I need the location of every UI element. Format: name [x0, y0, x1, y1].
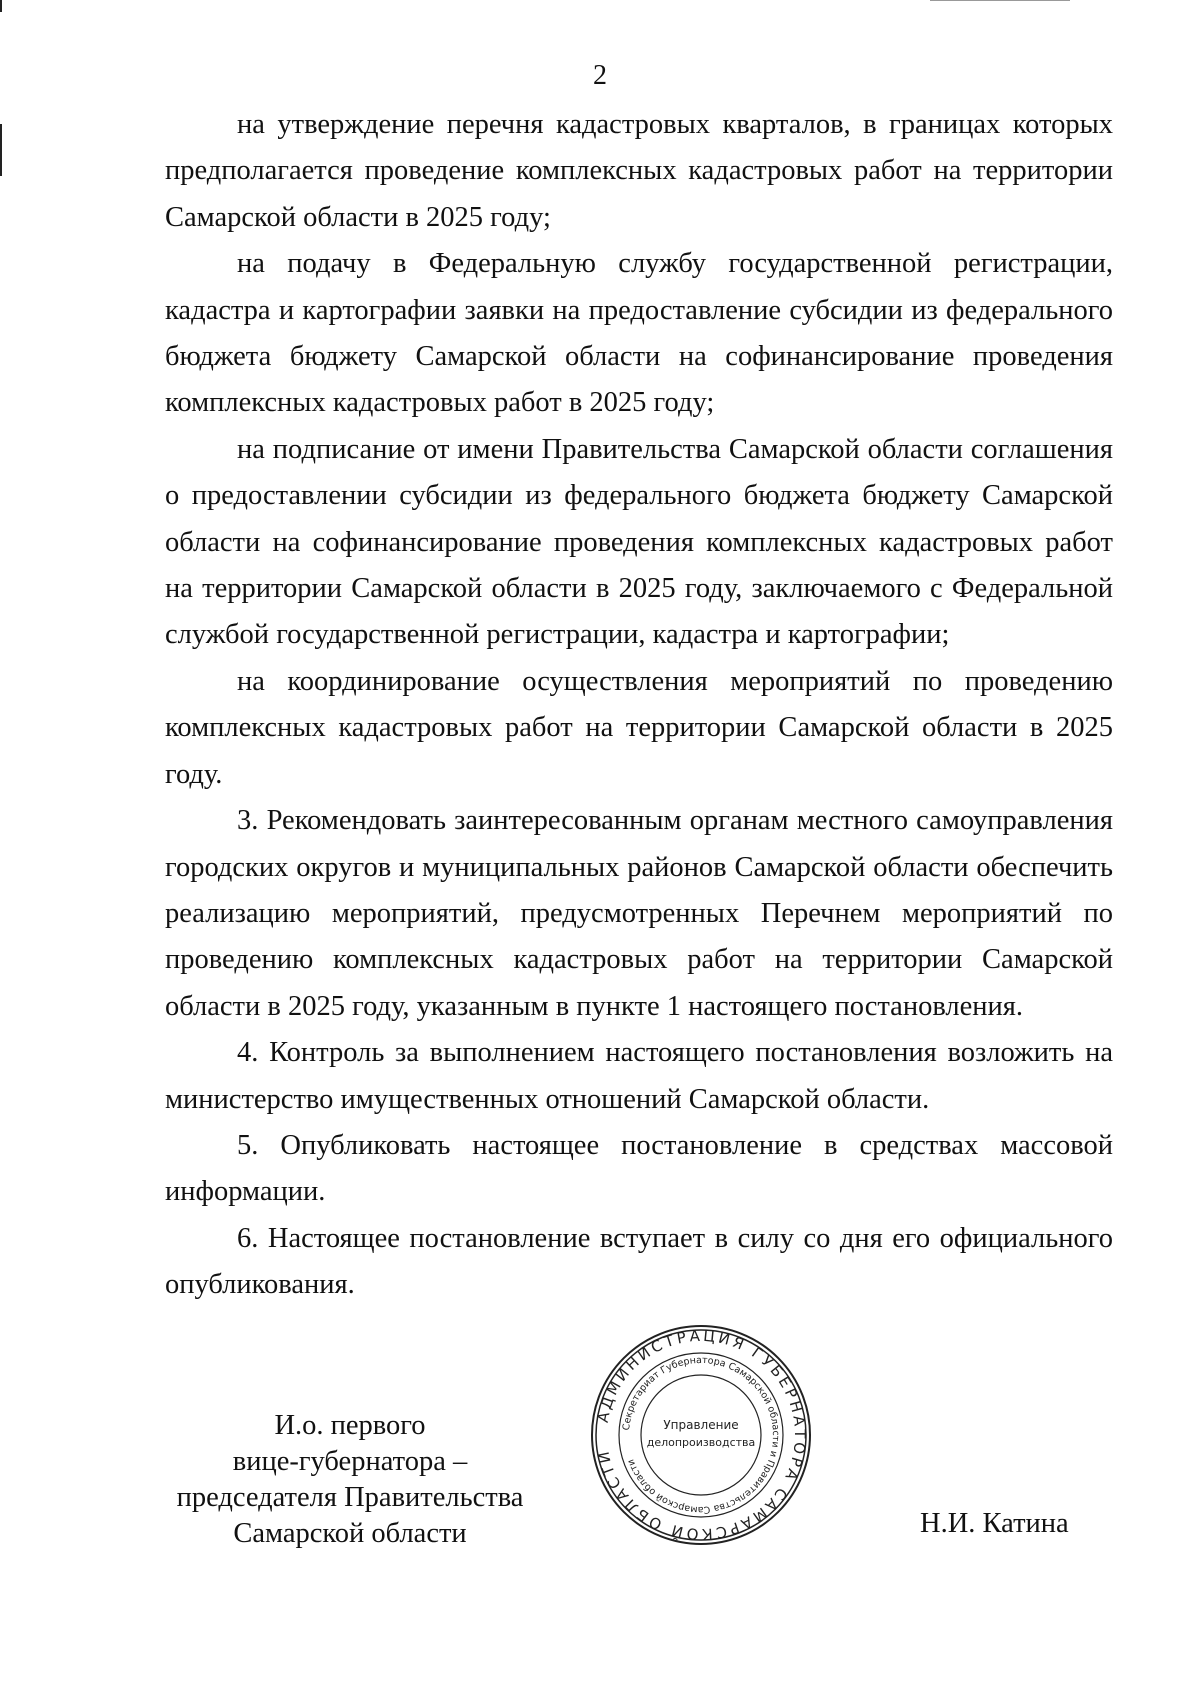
document-body	[165, 102, 1113, 1309]
stamp-center-line: Управление	[663, 1418, 739, 1432]
paragraph: 3. Рекомендовать заинтересованным органам местного самоуправления городских округов и муниципальных районов Самарской области обеспечить реализацию мероприятий, предусмотренных Перечнем мероприятий по проведению комплексных кадастровых работ на территории Самарской области в 2025 году, указанным в пункте 1 настоящего постановления.	[165, 805, 1113, 1022]
paragraph: 6. Настоящее постановление вступает в силу со дня его официального опубликования.	[165, 1222, 1113, 1301]
position-line: вице-губернатора –	[232, 1446, 468, 1477]
stamp-outer-text: АДМИНИСТРАЦИЯ ГУБЕРНАТОРА САМАРСКОЙ ОБЛАСТИ	[593, 1326, 810, 1544]
scan-artifact-line	[0, 124, 2, 176]
paragraph: 5. Опубликовать настоящее постановление в средствах массовой информации.	[165, 1129, 1113, 1208]
scan-artifact-line	[930, 0, 1070, 1]
paragraph: на координирование осуществления мероприятий по проведению комплексных кадастровых работ на территории Самарской области в 2025 году.	[165, 665, 1113, 790]
paragraph: 4. Контроль за выполнением настоящего постановления возложить на министерство имущественных отношений Самарской области.	[165, 1037, 1113, 1115]
position-line: председателя Правительства	[176, 1482, 524, 1513]
paragraph: на подачу в Федеральную службу государственной регистрации, кадастра и картографии заявки на предоставление субсидии из федерального бюджета бюджету Самарской области на софинансирование проведения комплексных кадастровых работ в 2025 году;	[165, 248, 1113, 419]
stamp-center-line: делопроизводства	[646, 1436, 756, 1449]
stamp-middle-text: Секретариат Губернатора Самарской области и Правительства Самарской области	[621, 1354, 782, 1516]
signatory-name: Н.И. Катина	[920, 1508, 1069, 1539]
position-line: И.о. первого	[274, 1410, 426, 1441]
official-stamp	[590, 1324, 812, 1546]
signatory-position	[160, 1408, 540, 1552]
scan-artifact-line	[0, 0, 2, 12]
paragraph: на подписание от имени Правительства Самарской области соглашения о предоставлении субсидии из федерального бюджета бюджету Самарской области на софинансирование проведения комплексных кадастровых работ на территории Самарской области в 2025 году, заключаемого с Федеральной службой государственной регистрации, кадастра и картографии;	[165, 433, 1113, 651]
page-number: 2	[593, 60, 607, 91]
position-line: Самарской области	[233, 1518, 467, 1549]
paragraph: на утверждение перечня кадастровых кварталов, в границах которых предполагается проведение комплексных кадастровых работ на территории Самарской области в 2025 году;	[165, 109, 1113, 233]
